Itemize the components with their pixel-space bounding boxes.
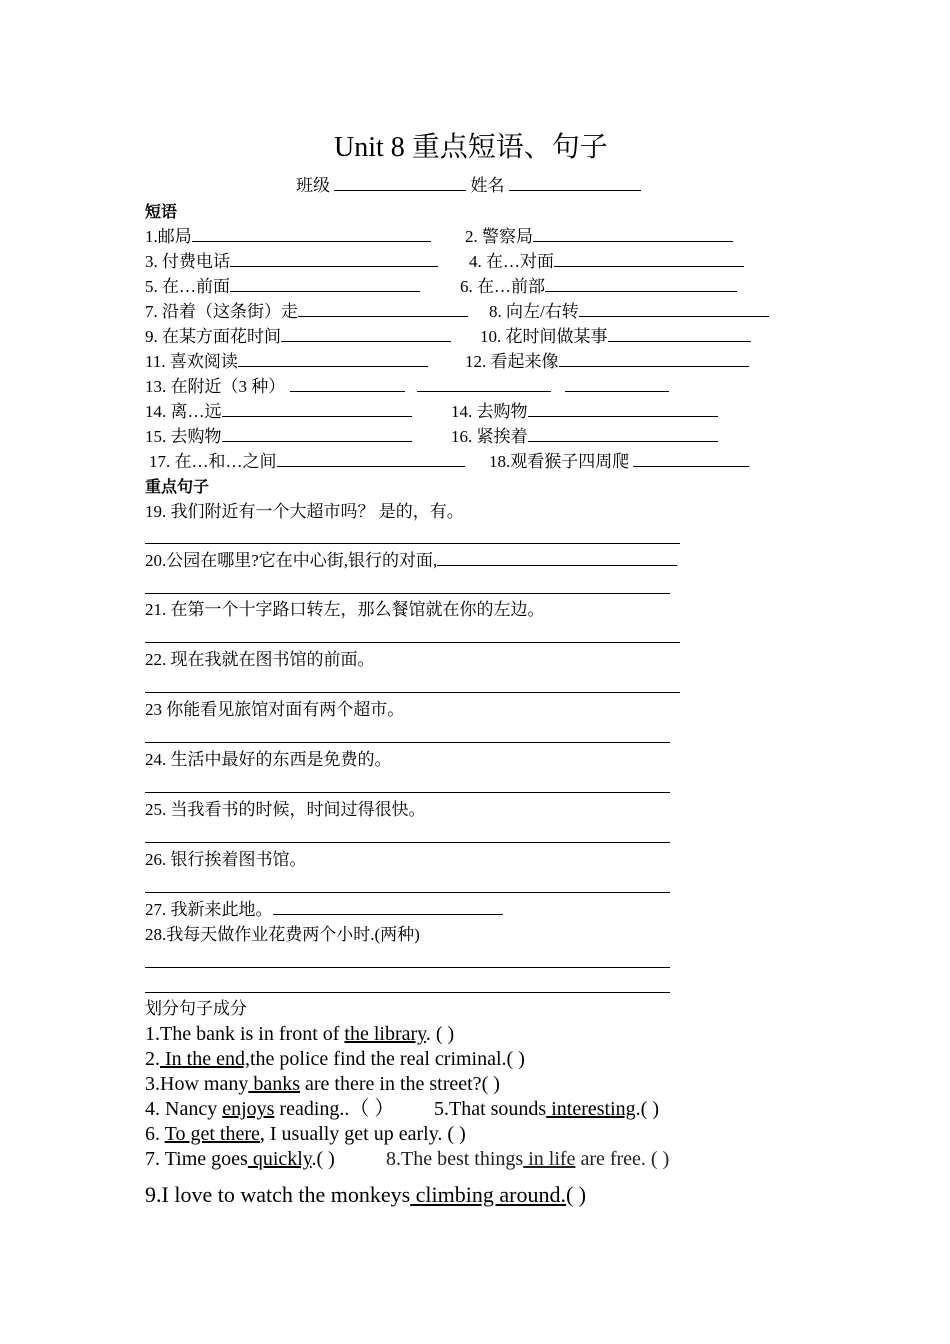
- phrase-item: 9. 在某方面花时间: [145, 327, 451, 347]
- answer-line[interactable]: [145, 842, 670, 843]
- phrase-item: 17. 在…和…之间: [149, 452, 465, 472]
- phrase-item: 11. 喜欢阅读: [145, 352, 428, 372]
- phrase-item: 10. 花时间做某事: [480, 327, 751, 347]
- sentence-prompt: 25. 当我看书的时候，时间过得很快。: [145, 800, 426, 819]
- name-blank[interactable]: [509, 176, 641, 191]
- analysis-item: 6. To get there, I usually get up early. ( ): [145, 1123, 466, 1145]
- answer-line[interactable]: [145, 792, 670, 793]
- answer-line[interactable]: [145, 642, 680, 643]
- answer-line[interactable]: [145, 593, 670, 594]
- sentence-prompt: 24. 生活中最好的东西是免费的。: [145, 750, 392, 769]
- answer-line[interactable]: [145, 892, 670, 893]
- phrase-item: 14. 离…远: [145, 402, 412, 422]
- phrase-item: 3. 付费电话: [145, 252, 438, 272]
- name-label: 姓名: [470, 176, 505, 195]
- sentence-prompt: 27. 我新来此地。: [145, 900, 503, 920]
- answer-line[interactable]: [145, 967, 670, 968]
- section-heading-phrases: 短语: [145, 202, 178, 221]
- phrase-item: 18.观看猴子四周爬: [489, 452, 749, 472]
- phrase-item: 16. 紧挨着: [451, 427, 718, 447]
- answer-line[interactable]: [145, 692, 680, 693]
- analysis-item: 3.How many banks are there in the street?( ): [145, 1073, 500, 1095]
- student-info-line: [296, 176, 641, 196]
- class-label: 班级: [296, 176, 330, 195]
- sentence-prompt: 28.我每天做作业花费两个小时.(两种): [145, 925, 420, 944]
- phrase-item: 8. 向左/右转: [489, 302, 769, 322]
- analysis-item: 7. Time goes quickly.( ): [145, 1148, 335, 1170]
- phrase-item: 13. 在附近（3 种）: [145, 377, 669, 397]
- analysis-item: 1.The bank is in front of the library. ( ): [145, 1023, 455, 1045]
- sentence-prompt: 26. 银行挨着图书馆。: [145, 850, 307, 869]
- analysis-item: 9.I love to watch the monkeys climbing around.( ): [145, 1182, 587, 1207]
- sentence-prompt: 22. 现在我就在图书馆的前面。: [145, 650, 375, 669]
- phrase-item: 2. 警察局: [465, 227, 733, 247]
- analysis-item: 4. Nancy enjoys reading..（ ）: [145, 1098, 395, 1120]
- analysis-item: 8.The best things in life are free. ( ): [386, 1148, 670, 1170]
- phrase-item: 15. 去购物: [145, 427, 412, 447]
- phrase-item: 7. 沿着（这条街）走: [145, 302, 468, 322]
- class-blank[interactable]: [334, 176, 466, 191]
- sentence-prompt: 23 你能看见旅馆对面有两个超市。: [145, 700, 405, 719]
- sentence-prompt: 20.公园在哪里?它在中心街,银行的对面,: [145, 551, 677, 571]
- phrase-item: 5. 在…前面: [145, 277, 420, 297]
- answer-line[interactable]: [145, 992, 670, 993]
- sentence-prompt: 19. 我们附近有一个大超市吗？ 是的，有。: [145, 502, 464, 521]
- phrase-item: 14. 去购物: [451, 402, 718, 422]
- answer-line[interactable]: [145, 742, 670, 743]
- analysis-item: 5.That sounds interesting.( ): [434, 1098, 659, 1120]
- page-title: Unit 8 重点短语、句子: [334, 132, 608, 163]
- phrase-item: 1.邮局: [145, 227, 431, 247]
- sentence-prompt: 21. 在第一个十字路口转左，那么餐馆就在你的左边。: [145, 600, 545, 619]
- section-heading-analysis: 划分句子成分: [145, 999, 247, 1018]
- section-heading-sentences: 重点句子: [145, 477, 210, 496]
- answer-line[interactable]: [145, 543, 680, 544]
- analysis-item: 2. In the end,the police find the real criminal.( ): [145, 1048, 525, 1070]
- phrase-item: 6. 在…前部: [460, 277, 737, 297]
- phrase-item: 12. 看起来像: [465, 352, 749, 372]
- phrase-item: 4. 在…对面: [469, 252, 744, 272]
